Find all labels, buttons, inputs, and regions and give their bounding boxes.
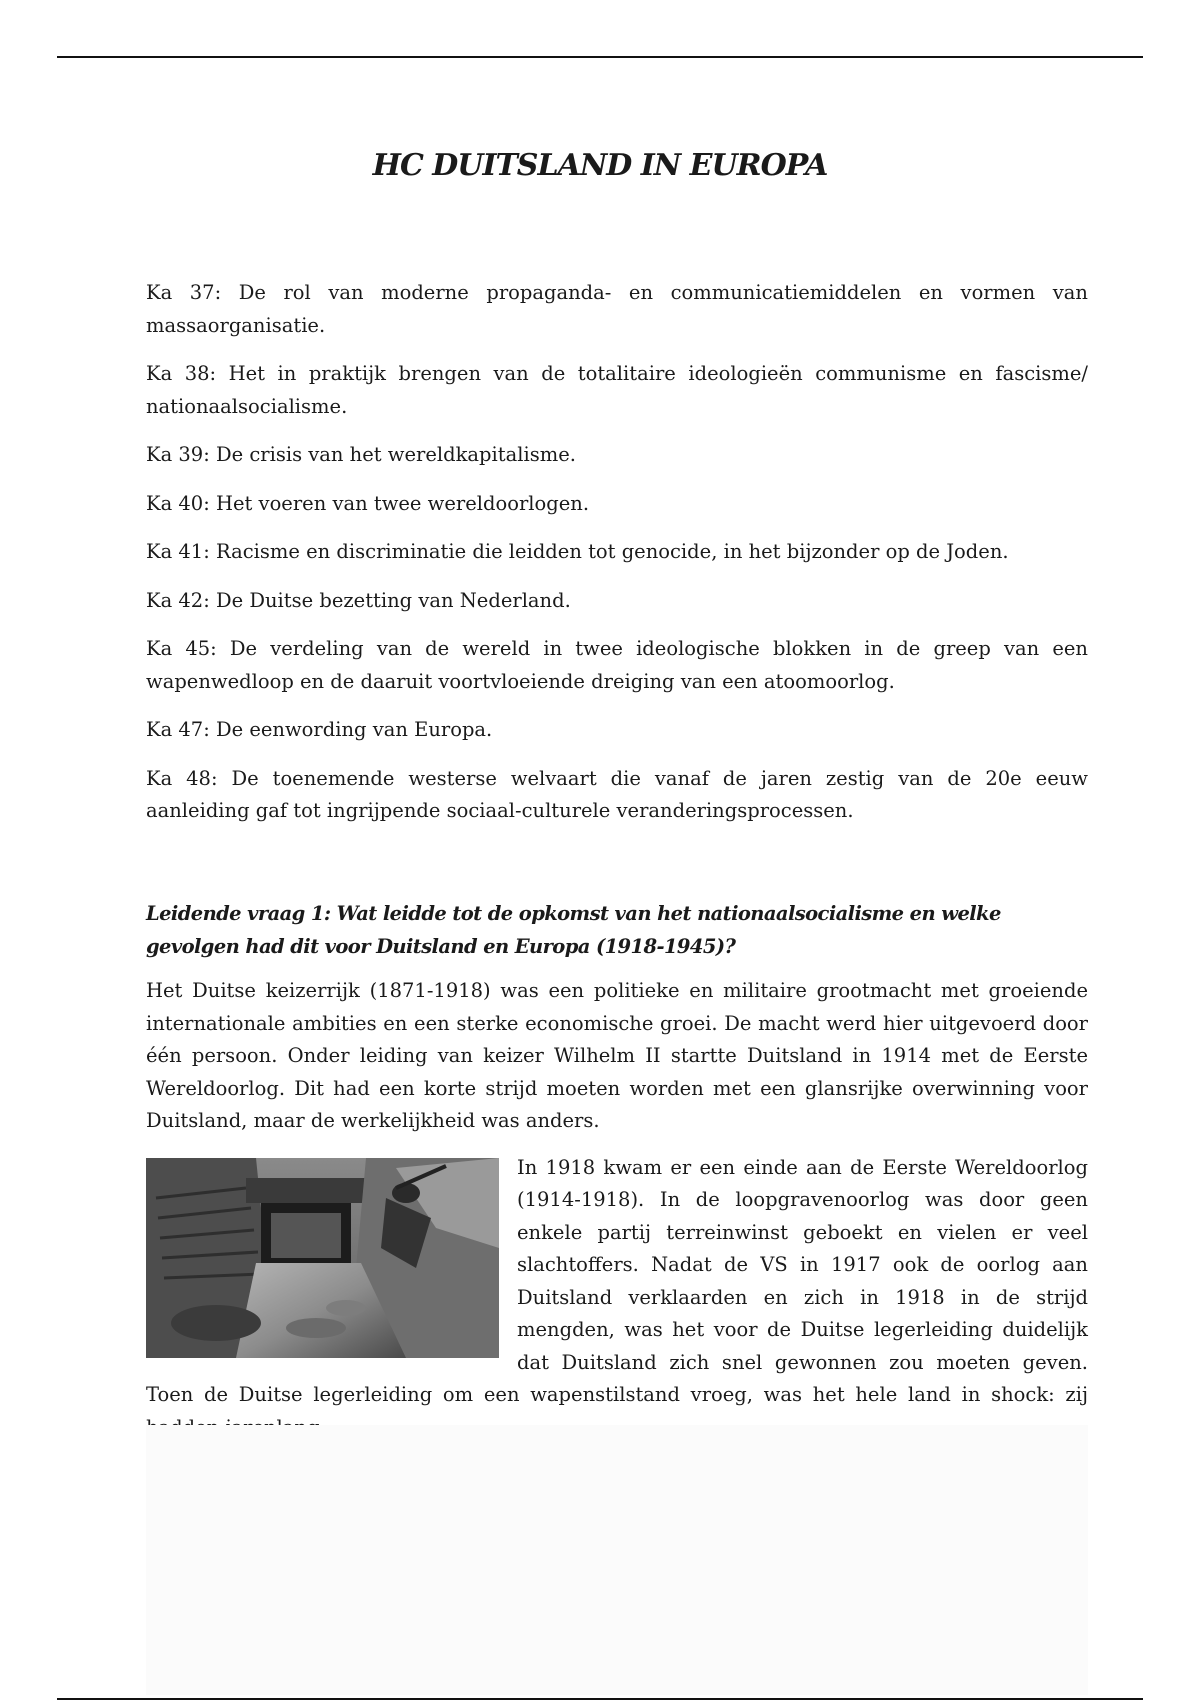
paragraph-armistice: In 1918 kwam er een einde aan de Eerste Wereldoorlog (1914-1918). In de loopgravenoorlog was door geen enkele partij terreinwinst geboekt en vielen er veel slachtoffers. Nadat de VS in 1917 ook de oorlog aan Duitsland verklaarden en zich in 1918 in de strijd mengden, was het voor de Duitse legerleiding duidelijk dat Duitsland zich snel gewonnen zou moeten geven. Toen de Duitse legerleiding om een wapenstilstand vroeg, was het hele land in shock: zij <box>146 1155 1088 1406</box>
ka-list <box>146 277 1088 844</box>
ka-item: Ka 45: De verdeling van de wereld in twee ideologische blokken in de greep van een wapenwedloop en de daaruit voortvloeiende dreiging van een atoomoorlog. <box>146 637 1088 693</box>
ka-item: Ka 41: Racisme en discriminatie die leidden tot genocide, in het bijzonder op de Joden. <box>146 540 1009 563</box>
ka-item: Ka 37: De rol van moderne propaganda- en communicatiemiddelen en vormen van massaorganisatie. <box>146 281 1088 337</box>
ka-item: Ka 39: De crisis van het wereldkapitalisme. <box>146 443 576 466</box>
page-bottom-area <box>146 1425 1088 1695</box>
top-rule <box>57 56 1143 58</box>
ka-item: Ka 42: De Duitse bezetting van Nederland. <box>146 588 571 612</box>
trench-photo <box>146 1158 499 1358</box>
ka-item: Ka 38: Het in praktijk brengen van de totalitaire ideologieën communisme en fascisme/ nationaalsocialisme. <box>146 362 1088 418</box>
ka-item: Ka 48: De toenemende westerse welvaart die vanaf de jaren zestig van de 20e eeuw aanleiding gaf tot ingrijpende sociaal-culturele veranderingsprocessen. <box>146 766 1088 822</box>
ka-item: Ka 40: Het voeren van twee wereldoorlogen. <box>146 491 590 515</box>
document-title: HC DUITSLAND IN EUROPA <box>372 148 828 183</box>
question-section <box>146 898 1088 1458</box>
question-heading: Leidende vraag 1: Wat leidde tot de opkomst van het nationaalsocialisme en welke gevolgen had dit voor Duitsland en Europa (1918-1945)? <box>146 902 1001 958</box>
ka-item: Ka 47: De eenwording van Europa. <box>146 718 493 741</box>
paragraph-intro: Het Duitse keizerrijk (1871-1918) was een politieke en militaire grootmacht met groeiende internationale ambities en een sterke economische groei. De macht werd hier uitgevoerd door één persoon. Onder leiding van keizer Wilhelm II startte Duitsland in 1914 met de Eerste Wereldoorlog. Dit had een korte strijd moeten worden met een glansrijke overwinning voor Duitsland, maar de werkelijkheid was anders. <box>146 979 1088 1132</box>
